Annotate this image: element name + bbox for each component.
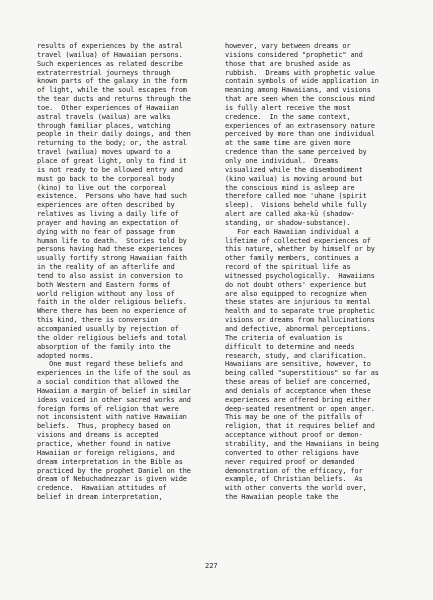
text-line: experiences are offered bring either	[225, 395, 371, 404]
text-line: place of great light, only to find it	[37, 156, 187, 165]
text-line: returning to the body; or, the astral	[37, 139, 187, 148]
text-line: ideas voiced in other sacred works and	[37, 395, 191, 404]
text-line: This may be one of the pitfalls of	[225, 413, 363, 422]
text-line: a social condition that allowed the	[37, 378, 179, 387]
text-line: other family members, continues a	[225, 254, 359, 263]
text-line: credence. Hawaiian attitudes of	[37, 484, 167, 493]
text-line: this nature, whether by himself or by	[225, 245, 375, 254]
text-line: adopted norms.	[37, 351, 94, 360]
text-line: Where there has been no experience of	[37, 307, 187, 316]
text-line: record of the spiritual life as	[225, 263, 351, 272]
text-line: tend to also assist in conversion to	[37, 271, 183, 280]
text-line: For each Hawaiian individual a	[225, 227, 359, 236]
text-line: toe. Other experiences of Hawaiian	[37, 103, 179, 112]
text-line: not inconsistent with native Hawaiian	[37, 413, 187, 422]
text-line: (kino wailua) is moving around but	[225, 174, 363, 183]
text-line: foreign forms of religion that were	[37, 404, 179, 413]
text-line: alert are called aka-kū (shadow-	[225, 210, 355, 219]
text-line: world religion without any loss of	[37, 289, 175, 298]
text-line: usually fortify strong Hawaiian faith	[37, 254, 187, 263]
text-line: witnessed psychologically. Hawaiians	[225, 271, 375, 280]
text-line: these states are injurious to mental	[225, 298, 371, 307]
text-line: experiences of an extrasensory nature	[225, 121, 375, 130]
text-line: in the reality of an afterlife and	[37, 263, 175, 272]
text-line: is not ready to be allowed entry and	[37, 165, 183, 174]
text-line: being called "superstitious" so far as	[225, 369, 379, 378]
text-line: visions or dreams from hallucinations	[225, 316, 375, 325]
text-line: credence than the same perceived by	[225, 148, 367, 157]
text-line: absorption of the family into the	[37, 342, 171, 351]
text-line: faith in the older religious beliefs.	[37, 298, 187, 307]
text-line: health and to separate true prophetic	[225, 307, 375, 316]
text-line: those that are brushed aside as	[225, 59, 351, 68]
text-line: difficult to determine and needs	[225, 342, 355, 351]
text-line: and denials of acceptance when these	[225, 386, 371, 395]
text-line: demonstration of the efficacy, for	[225, 466, 363, 475]
text-line: lifetime of collected experiences of	[225, 236, 371, 245]
text-line: belief in dream interpretation,	[37, 493, 163, 502]
text-line: prayer and having an expectation of	[37, 218, 179, 227]
text-line: dream of Nebuchadnezzar is given wide	[37, 475, 187, 484]
text-line: extraterrestrial journeys through	[37, 68, 171, 77]
page-number: 227	[205, 562, 218, 570]
text-line: experiences are often described by	[37, 201, 175, 210]
text-line: The criteria of evaluation is	[225, 333, 343, 342]
text-line: relatives as living a daily life of	[37, 210, 179, 219]
text-line: this kind, there is conversion	[37, 316, 159, 325]
right-text-column	[225, 42, 415, 502]
left-text-column	[37, 42, 227, 502]
text-line: only one individual. Dreams	[225, 156, 339, 165]
text-line: never required proof or demanded	[225, 457, 355, 466]
text-line: these areas of belief are concerned,	[225, 378, 371, 387]
text-line: through familiar places, watching	[37, 121, 171, 130]
text-line: therefore called moe 'uhane (spirit	[225, 192, 367, 201]
text-line: research, study, and clarification.	[225, 351, 367, 360]
text-line: human life to death. Stories told by	[37, 236, 187, 245]
text-line: practice, whether found in native	[37, 439, 171, 448]
text-line: meaning among Hawaiians, and visions	[225, 86, 371, 95]
text-line: sleep). Visions beheld while fully	[225, 201, 367, 210]
text-line: astral travels (wailua) are walks	[37, 112, 171, 121]
text-line: converted to other religions have	[225, 448, 359, 457]
text-line: visions considered "prophetic" and	[225, 50, 363, 59]
text-line: contain symbols of wide application in	[225, 77, 379, 86]
text-line: Hawaiian or foreign religions, and	[37, 448, 175, 457]
text-line: beliefs. Thus, prophecy based on	[37, 422, 171, 431]
text-line: strability, and the Hawaiians in being	[225, 439, 379, 448]
text-line: standing, or shadow-substance).	[225, 218, 351, 227]
text-line: people in their daily doings, and then	[37, 130, 191, 139]
text-line: do not doubt others' experience but	[225, 280, 367, 289]
text-line: dying with no fear of passage from	[37, 227, 175, 236]
text-line: example, of Christian beliefs. As	[225, 475, 363, 484]
text-line: deep-seated resentment or open anger.	[225, 404, 375, 413]
text-line: religion, that it requires belief and	[225, 422, 375, 431]
text-line: existence. Persons who have had such	[37, 192, 187, 201]
text-line: One must regard these beliefs and	[37, 360, 183, 369]
text-line: practiced by the prophet Daniel on the	[37, 466, 191, 475]
text-line: rubbish. Dreams with prophetic value	[225, 68, 375, 77]
text-line: Hawaiian a margin of belief in similar	[37, 386, 191, 395]
text-line: the Hawaiian people take the	[225, 493, 339, 502]
text-line: the tear ducts and returns through the	[37, 95, 191, 104]
text-line: known parts of the galaxy in the form	[37, 77, 187, 86]
text-line: Hawaiians are sensitive, however, to	[225, 360, 371, 369]
text-line: travel (wailua) moves upward to a	[37, 148, 171, 157]
text-line: experiences in the life of the soul as	[37, 369, 191, 378]
text-line: are also equipped to recognize when	[225, 289, 367, 298]
text-line: (kino) to live out the corporeal	[37, 183, 167, 192]
text-line: persons having had these experiences	[37, 245, 183, 254]
text-line: travel (wailua) of Hawaiian persons.	[37, 50, 183, 59]
text-line: acceptance without proof or demon-	[225, 431, 363, 440]
text-line: results of experiences by the astral	[37, 42, 183, 50]
text-line: the conscious mind is asleep are	[225, 183, 355, 192]
text-line: credence. In the same context,	[225, 112, 351, 121]
text-line: dream interpretation in the Bible as	[37, 457, 183, 466]
text-line: the older religious beliefs and total	[37, 333, 187, 342]
text-line: visions and dreams is accepted	[37, 431, 159, 440]
text-line: is fully alert receive the most	[225, 103, 351, 112]
text-line: at the same time are given more	[225, 139, 351, 148]
text-line: Such experiences as related describe	[37, 59, 183, 68]
text-line: and defective, abnormal perceptions.	[225, 325, 371, 333]
text-line: however, vary between dreams or	[225, 42, 351, 50]
text-line: that are seen when the conscious mind	[225, 95, 375, 104]
text-line: accompanied usually by rejection of	[37, 325, 179, 333]
text-line: visualized while the disembodiment	[225, 165, 363, 174]
text-line: must go back to the corporeal body	[37, 174, 175, 183]
text-line: with other converts the world over,	[225, 484, 367, 493]
text-line: both Western and Eastern forms of	[37, 280, 171, 289]
text-line: perceived by more than one individual	[225, 130, 375, 139]
text-line: of light, while the soul escapes from	[37, 86, 187, 95]
